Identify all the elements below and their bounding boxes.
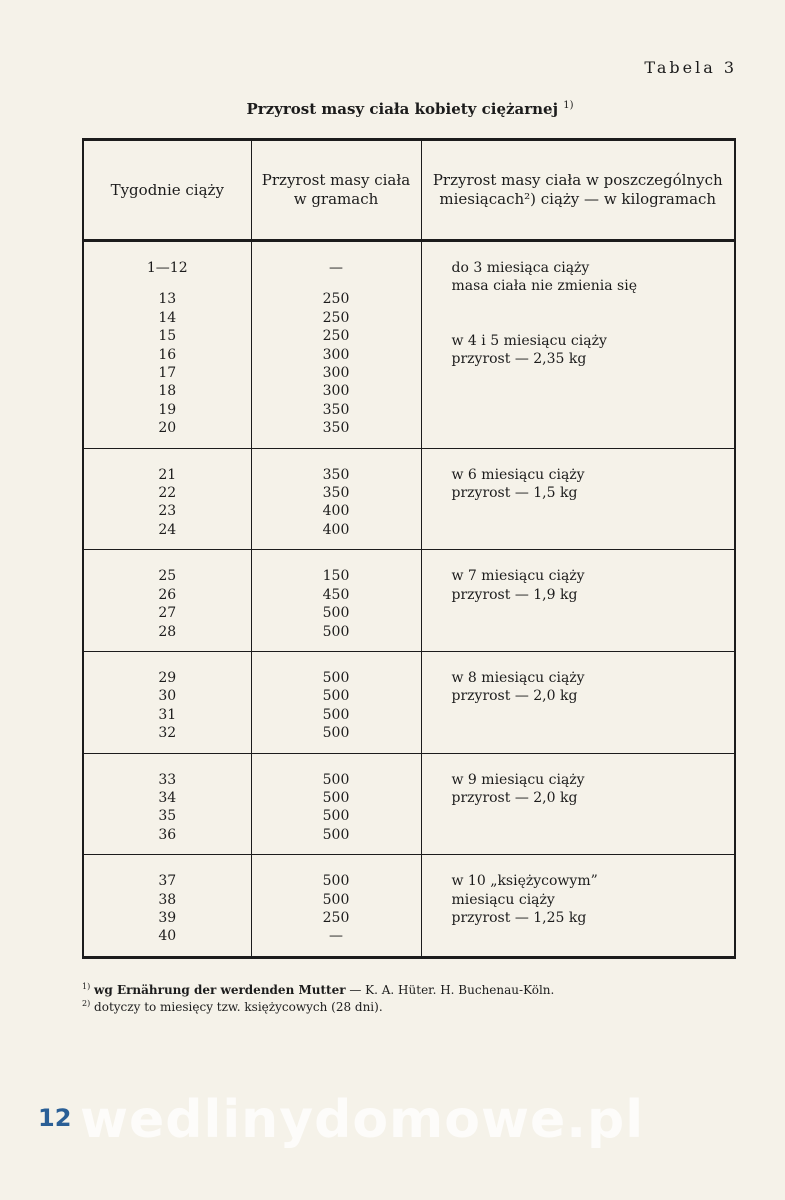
header-weeks: Tygodnie ciąży	[83, 140, 251, 241]
monthly-note-line: przyrost — 1,9 kg	[451, 586, 578, 603]
week-label: 33	[158, 771, 177, 788]
monthly-note-line: w 7 miesiącu ciąży	[451, 568, 585, 585]
week-label: 35	[158, 808, 177, 825]
grams-value: 500	[322, 826, 350, 843]
week-label: 22	[158, 485, 177, 502]
week-label: 40	[158, 928, 177, 945]
grams-value: 500	[322, 873, 350, 890]
monthly-note-line: przyrost — 1,25 kg	[451, 909, 587, 926]
table-title	[0, 100, 785, 118]
grams-value: 350	[322, 401, 350, 418]
table-label: Tabela 3	[644, 58, 737, 77]
grams-value: 450	[322, 586, 350, 603]
grams-cell	[251, 448, 421, 550]
grams-value: 500	[322, 623, 350, 640]
weeks-cell	[83, 448, 251, 550]
week-label: 16	[158, 346, 177, 363]
week-label: 19	[158, 401, 177, 418]
grams-value: 500	[322, 725, 350, 742]
page-number: 12	[38, 1104, 72, 1132]
grams-value: 350	[322, 485, 350, 502]
monthly-note-line: do 3 miesiąca ciąży	[451, 260, 590, 276]
table-row-group	[83, 241, 735, 449]
week-label: 17	[158, 365, 177, 382]
monthly-note-line: w 9 miesiącu ciąży	[451, 771, 585, 788]
week-label: 36	[158, 826, 177, 843]
monthly-note-line: przyrost — 2,35 kg	[451, 351, 587, 368]
monthly-note-cell	[421, 753, 735, 855]
title-footnote-mark: 1)	[563, 100, 574, 111]
weeks-cell	[83, 753, 251, 855]
table-row-group	[83, 753, 735, 855]
monthly-note-line: w 8 miesiącu ciąży	[451, 669, 585, 686]
week-label: 37	[158, 873, 177, 890]
header-monthly: Przyrost masy ciała w poszczególnych miesiącach²) ciąży — w kilogramach	[421, 140, 735, 241]
monthly-note-line: przyrost — 2,0 kg	[451, 789, 578, 806]
table-row-group	[83, 651, 735, 753]
week-label: 39	[158, 909, 177, 926]
grams-value: 500	[322, 789, 350, 806]
footnote-1-authors: — K. A. Hüter. H. Buchenau-Köln.	[345, 983, 555, 997]
grams-value: 500	[322, 688, 350, 705]
grams-value: 350	[322, 420, 350, 437]
monthly-note-line: przyrost — 2,0 kg	[451, 688, 578, 705]
monthly-note-cell	[421, 550, 735, 652]
grams-cell	[251, 241, 421, 449]
grams-value: 150	[322, 568, 350, 585]
grams-value: —	[329, 928, 343, 945]
grams-cell	[251, 651, 421, 753]
week-label: 1—12	[146, 260, 188, 276]
grams-value: 500	[322, 669, 350, 686]
week-label: 21	[158, 466, 177, 483]
footnote-2	[82, 997, 742, 1014]
monthly-note-line: masa ciała nie zmienia się	[451, 278, 637, 295]
grams-value: 500	[322, 706, 350, 723]
grams-value: —	[329, 260, 343, 276]
week-label: 38	[158, 891, 177, 908]
grams-cell	[251, 855, 421, 958]
week-label: 30	[158, 688, 177, 705]
grams-value: 300	[322, 346, 350, 363]
weeks-cell	[83, 241, 251, 449]
week-label: 18	[158, 383, 177, 400]
monthly-note-line: miesiącu ciąży	[451, 891, 555, 908]
footnotes	[82, 980, 742, 1014]
grams-value: 300	[322, 365, 350, 382]
grams-value: 250	[322, 328, 350, 345]
monthly-note-cell	[421, 241, 735, 449]
table-row-group	[83, 550, 735, 652]
week-label: 27	[158, 605, 177, 622]
footnote-1	[82, 980, 742, 997]
week-label: 15	[158, 328, 177, 345]
table-header-row	[83, 140, 735, 241]
grams-cell	[251, 550, 421, 652]
header-grams: Przyrost masy ciała w gramach	[251, 140, 421, 241]
week-label: 32	[158, 725, 177, 742]
monthly-note-cell	[421, 448, 735, 550]
monthly-note-line: w 4 i 5 miesiącu ciąży	[451, 332, 607, 349]
grams-value: 350	[322, 466, 350, 483]
week-label: 26	[158, 586, 177, 603]
monthly-note-cell	[421, 855, 735, 958]
grams-value: 500	[322, 808, 350, 825]
monthly-note-line: w 6 miesiącu ciąży	[451, 466, 585, 483]
grams-value: 250	[322, 291, 350, 308]
weeks-cell	[83, 855, 251, 958]
grams-value: 500	[322, 771, 350, 788]
week-label: 14	[158, 309, 177, 326]
week-label: 25	[158, 568, 177, 585]
week-label: 13	[158, 291, 177, 308]
week-label: 24	[158, 521, 177, 538]
footnote-1-source: wg Ernährung der werdenden Mutter	[94, 983, 346, 997]
week-label: 23	[158, 503, 177, 520]
footnote-2-text: dotyczy to miesięcy tzw. księżycowych (28 dni).	[94, 1000, 383, 1014]
weeks-cell	[83, 651, 251, 753]
week-label: 20	[158, 420, 177, 437]
footnote-1-mark: 1)	[82, 982, 91, 991]
grams-cell	[251, 753, 421, 855]
grams-value: 500	[322, 605, 350, 622]
week-label: 28	[158, 623, 177, 640]
grams-value: 500	[322, 891, 350, 908]
watermark: wedlinydomowe.pl	[80, 1090, 645, 1150]
grams-value: 400	[322, 503, 350, 520]
footnote-2-mark: 2)	[82, 999, 91, 1008]
grams-value: 250	[322, 309, 350, 326]
grams-value: 400	[322, 521, 350, 538]
table-title-text: Przyrost masy ciała kobiety ciężarnej	[246, 100, 559, 118]
monthly-note-line: w 10 „księżycowym”	[451, 873, 598, 890]
weeks-cell	[83, 550, 251, 652]
week-label: 34	[158, 789, 177, 806]
grams-value: 300	[322, 383, 350, 400]
week-label: 29	[158, 669, 177, 686]
weight-gain-table	[82, 138, 736, 959]
grams-value: 250	[322, 909, 350, 926]
week-label: 31	[158, 706, 177, 723]
table-row-group	[83, 855, 735, 958]
monthly-note-line: przyrost — 1,5 kg	[451, 485, 578, 502]
monthly-note-cell	[421, 651, 735, 753]
table-row-group	[83, 448, 735, 550]
